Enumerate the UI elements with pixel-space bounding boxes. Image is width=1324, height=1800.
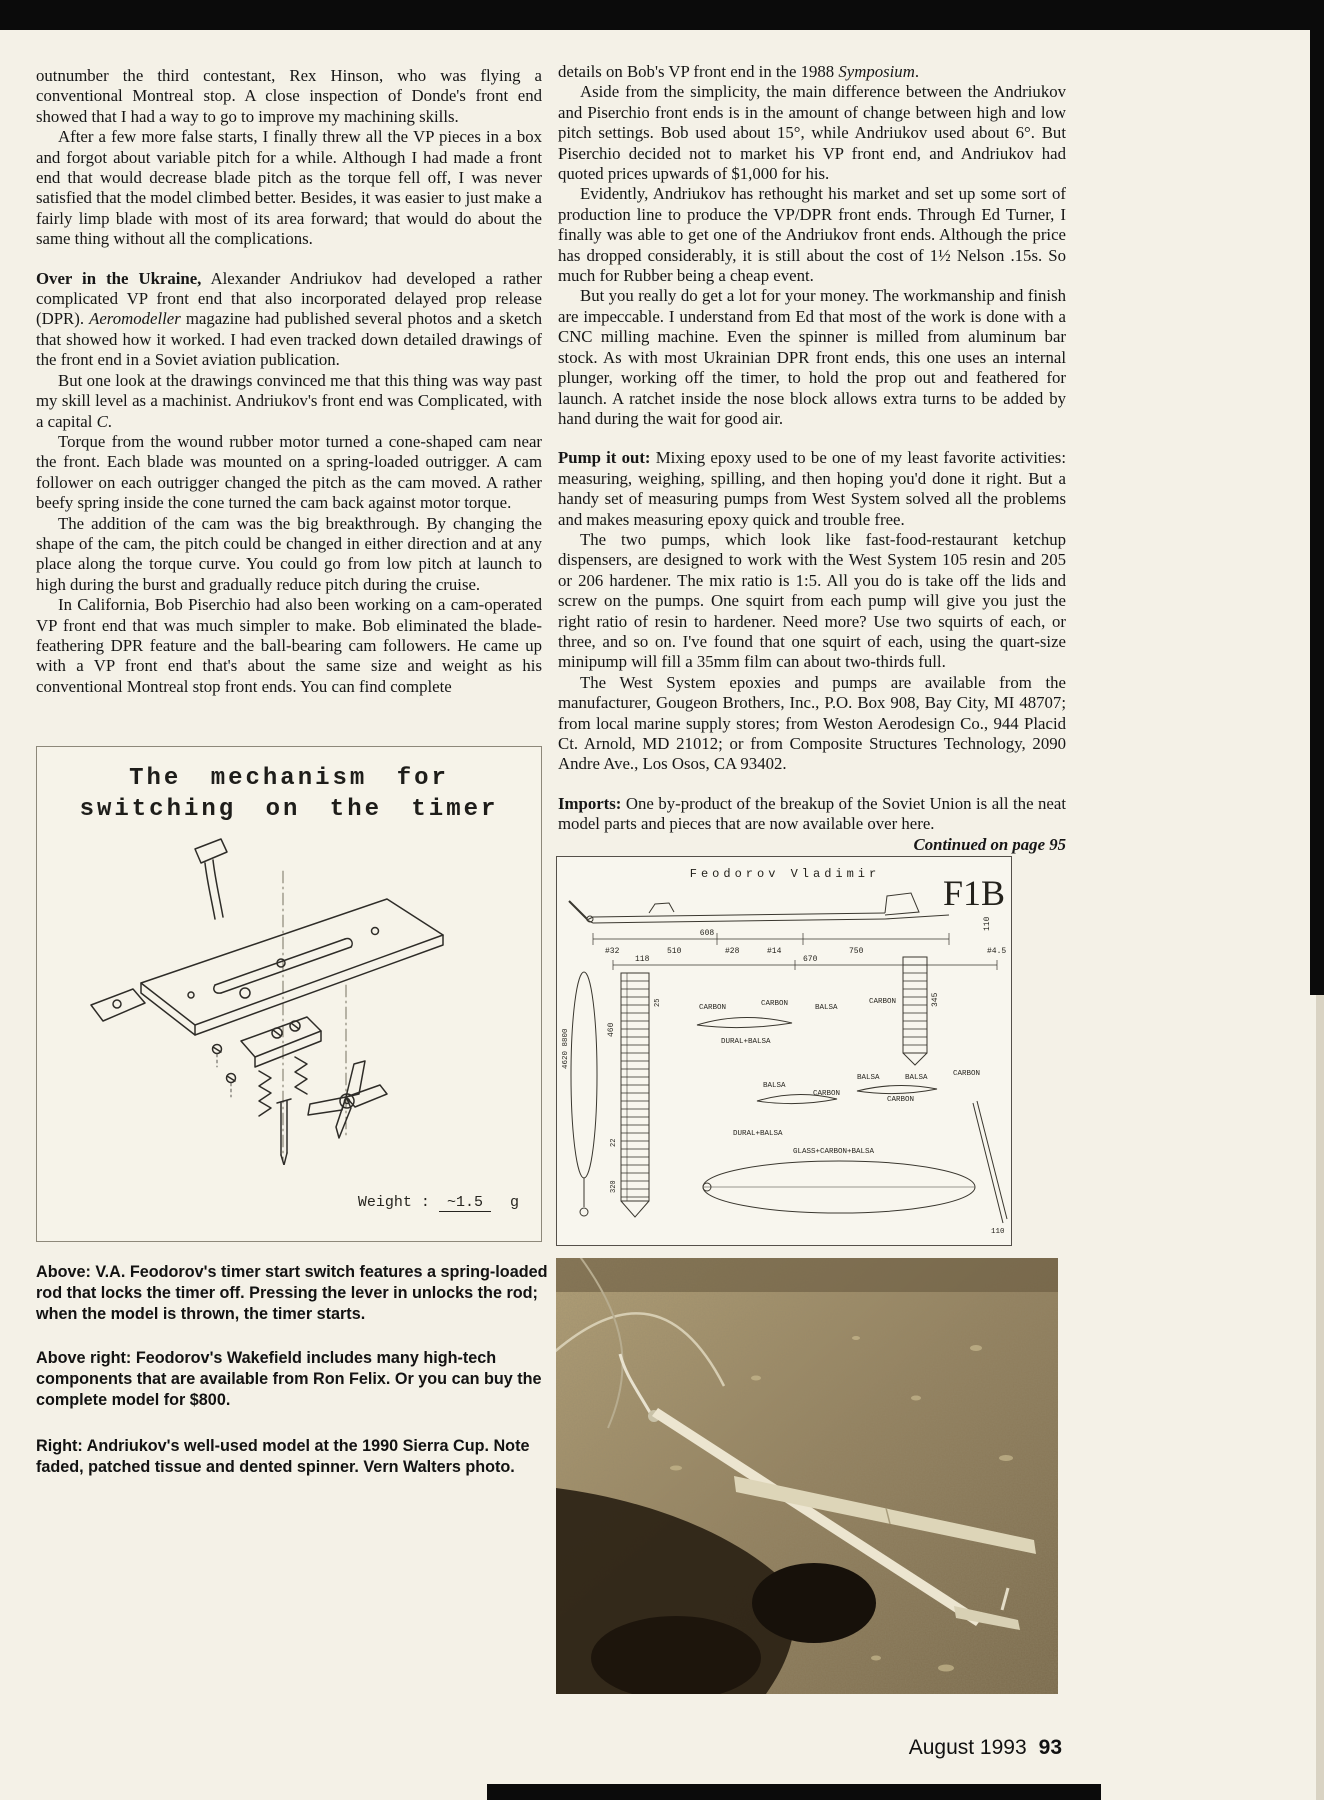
tail-boom-lines	[973, 1101, 1007, 1223]
dim-608: 608	[699, 929, 715, 938]
dim-110-boom: 110	[991, 1228, 1005, 1236]
caption-above-right: Above right: Feodorov's Wakefield includes many high-tech components that are available from Ron Felix. Or you can buy the complete model for $800.	[36, 1349, 542, 1409]
scan-edge-right-lower	[1316, 995, 1324, 1800]
dim-670: 670	[803, 955, 818, 964]
footer-issue: August 1993	[908, 1736, 1027, 1759]
weight-unit: g	[509, 1194, 519, 1211]
body-paragraph: The two pumps, which look like fast-food-restaurant ketchup dispensers, are designed to work with the West System 105 resin and 205 or 206 hardener. The mix ratio is 1:5. All you do is take off the lids and screw on the pumps. One squirt from each pump will give you just the right ratio of resin to hardener. Need more? Use two squirts of each, or three, and so on. I've found that one squirt of each, using the quart-size minipump will fill a 35mm film can about two-thirds full.	[558, 529, 1066, 672]
material-label: CARBON	[699, 1004, 727, 1012]
lock-pin	[277, 1099, 291, 1165]
body-paragraph: details on Bob's VP front end in the 1988 Symposium.	[558, 62, 920, 81]
dim-hash32: #32	[605, 947, 620, 956]
latch-plate	[91, 989, 145, 1021]
scan-edge-bottom	[487, 1784, 1101, 1800]
timer-base-plate	[141, 899, 443, 1035]
body-paragraph: Torque from the wound rubber motor turned a cone-shaped cam near the front. Each blade was mounted on a spring-loaded outrigger. A cam follower on each outrigger changed the pitch as the cam moved. A rather beefy spring inside the cone turned the cam back against motor torque.	[36, 431, 542, 513]
left-text-column	[36, 66, 542, 697]
center-axis-lines	[283, 871, 346, 1161]
body-paragraph: Evidently, Andriukov has rethought his market and set up some sort of production line to produce the VP/DPR front ends. Through Ed Turner, I finally was able to get one of the Andriukov front ends. Although the price has dropped considerably, it is still about the cost of 1½ Nelson .15s. So much for Rubber being a cheap event.	[558, 184, 1066, 286]
body-paragraph: outnumber the third contestant, Rex Hinson, who was flying a conventional Montreal stop. A close inspection of Donde's front end showed that I had a way to go to improve my machining skills.	[36, 66, 542, 126]
material-label: BALSA	[905, 1074, 928, 1082]
f1b-class-label: F1B	[942, 873, 1005, 913]
f1b-title: Feodorov Vladimir	[689, 867, 881, 881]
figure-title	[37, 763, 541, 825]
weight-value: ~1.5	[439, 1194, 491, 1212]
spring-loaded-rod-icon	[195, 839, 227, 919]
timer-mechanism-figure	[36, 746, 542, 1242]
model-photo	[556, 1258, 1058, 1694]
material-label: CARBON	[761, 1000, 789, 1008]
material-label: BALSA	[763, 1082, 786, 1090]
body-paragraph: Imports: One by-product of the breakup of the Soviet Union is all the neat model parts and pieces that are now available over here.	[558, 793, 1066, 834]
material-label: GLASS+CARBON+BALSA	[793, 1148, 875, 1156]
continued-note: Continued on page 95	[913, 834, 1066, 854]
fuselage-side-view	[569, 893, 949, 923]
dim-hash14: #14	[767, 947, 782, 956]
stab-half-plan	[903, 957, 927, 1065]
weight-note	[358, 1194, 519, 1211]
dim-hash28: #28	[725, 947, 740, 956]
timer-mechanism-drawing	[45, 835, 535, 1165]
material-label: DURAL+BALSA	[721, 1038, 771, 1046]
dim-wing-code: 4620 8800	[562, 1028, 570, 1069]
weight-label: Weight :	[357, 1194, 430, 1211]
body-paragraph: Over in the Ukraine, Alexander Andriukov had developed a rather complicated VP front end that also incorporated delayed prop release (DPR). Aeromodeller magazine had published several photos and a sketch that showed how it worked. I had even tracked down detailed drawings of the front end in a Soviet aviation publication.	[36, 268, 543, 370]
figure-title-line2: switching on the timer	[79, 796, 499, 823]
dim-345: 345	[931, 992, 940, 1007]
material-label: DURAL+BALSA	[733, 1130, 783, 1138]
fuselage-plan-view	[703, 1161, 975, 1213]
right-text-column	[558, 62, 1066, 855]
material-label: CARBON	[869, 998, 897, 1006]
scan-edge-right	[1310, 0, 1324, 995]
body-paragraph: The addition of the cam was the big breakthrough. By changing the shape of the cam, the pitch could be changed in either direction and at any place along the torque curve. You could go from low pitch at launch to high during the burst and gradually reduce pitch during the cruise.	[36, 513, 542, 594]
body-paragraph: In California, Bob Piserchio had also been working on a cam-operated VP front end that was much simpler to make. Bob eliminated the blade-feathering DPR feature and the ball-bearing cam followers. He came up with a VP front end that's about the same size and weight as his conventional Montreal stop front ends. You can find complete	[36, 595, 542, 696]
cross-lever	[308, 1061, 387, 1138]
wing-half-plan	[621, 973, 649, 1217]
dim-22: 22	[610, 1138, 618, 1147]
scan-edge-top	[0, 0, 1324, 30]
dim-510: 510	[667, 947, 682, 956]
dim-320: 320	[610, 1180, 618, 1193]
material-label: CARBON	[953, 1070, 981, 1078]
field-bag	[752, 1563, 876, 1643]
model-photo-image	[556, 1258, 1058, 1694]
footer-page-number: 93	[1038, 1736, 1062, 1759]
figure-title-line1: The mechanism for	[129, 765, 449, 792]
screws	[213, 1045, 236, 1098]
dim-460: 460	[607, 1022, 616, 1037]
dim-25: 25	[654, 998, 662, 1007]
body-paragraph: Pump it out: Mixing epoxy used to be one of my least favorite activities: measuring, weighing, spilling, and then hoping you'd done it right. But a handy set of measuring pumps from West System solved all the problems and makes measuring epoxy quick and trouble free.	[558, 448, 1066, 529]
dim-118: 118	[635, 955, 650, 964]
body-paragraph: After a few more false starts, I finally threw all the VP pieces in a box and forgot about variable pitch for a while. Although I had made a front end that would decrease blade pitch as the torque fell off, I was never satisfied that the model climbed better. Besides, it was easier to just make a fairly limp blade with most of its area forward; that would do about the same thing without all the complications.	[36, 127, 542, 249]
material-label: CARBON	[887, 1096, 915, 1104]
caption-above: Above: V.A. Feodorov's timer start switch features a spring-loaded rod that locks the timer off. Pressing the lever in unlocks the rod; when the model is thrown, the timer starts.	[36, 1263, 548, 1323]
dim-110-fin: 110	[983, 916, 992, 931]
body-paragraph: But you really do get a lot for your money. The workmanship and finish are impeccable. I understand from Ed that most of the work is done with a CNC milling machine. Even the spinner is milled from aluminum bar stock. As with most Ukrainian DPR front ends, this one uses an internal plunger, working off the timer, to hold the prop out and feathered for launch. A ratchet inside the nose block allows extra turns to be added by hand during the wait for good air.	[558, 286, 1066, 428]
dimension-lines	[593, 933, 997, 970]
f1b-plan-figure	[556, 856, 1012, 1246]
dim-750: 750	[849, 947, 864, 956]
propeller-blade-outline	[571, 972, 597, 1216]
caption-right: Right: Andriukov's well-used model at the 1990 Sierra Cup. Note faded, patched tissue and dented spinner. Vern Walters photo.	[36, 1437, 530, 1476]
material-label: CARBON	[813, 1090, 841, 1098]
material-label: BALSA	[815, 1004, 838, 1012]
material-label: BALSA	[857, 1074, 880, 1082]
page-footer	[700, 1736, 1062, 1760]
f1b-plan-drawing	[557, 857, 1011, 1245]
dim-hash45: #4.5	[987, 947, 1007, 956]
body-paragraph: Aside from the simplicity, the main difference between the Andriukov and Piserchio front ends is in the amount of change between high and low pitch settings. Bob used about 15°, while Andriukov used about 6°. But Piserchio decided not to market his VP front end, and Andriukov had quoted prices upwards of $1,000 for his.	[558, 82, 1066, 184]
body-paragraph: But one look at the drawings convinced me that this thing was way past my skill level as a machinist. Andriukov's front end was Complicated, with a capital C.	[36, 370, 542, 431]
body-paragraph: The West System epoxies and pumps are available from the manufacturer, Gougeon Brothers, Inc., P.O. Box 908, Bay City, MI 48707; from local marine supply stores; from Weston Aerodesign Co., 944 Placid Ct. Arnold, MD 21012; or from Composite Structures Technology, 2090 Andre Ave., Los Osos, CA 93402.	[558, 672, 1066, 774]
